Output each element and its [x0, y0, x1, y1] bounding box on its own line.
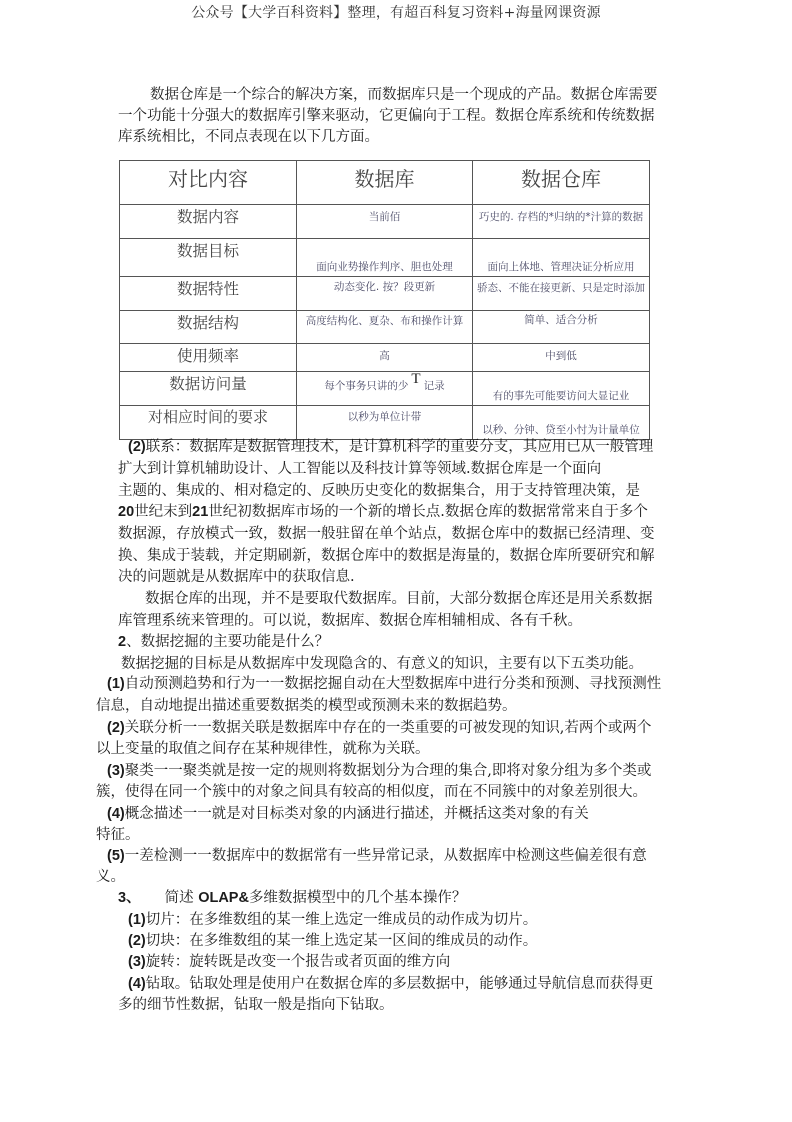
row-label: 数据结构 — [120, 311, 297, 344]
row-label: 数据特性 — [120, 277, 297, 311]
database-cell-text-pre: 每个事务只讲的少 — [324, 380, 409, 392]
item-number: (3) — [107, 763, 125, 779]
intro-line-3: 库系统相比，不同点表现在以下几方面。 — [118, 129, 379, 145]
item-text: 钻取。钻取处理是使用户在数据仓库的多层数据中，能够通过导航信息而获得更 — [145, 976, 654, 992]
olap-op-3 — [128, 952, 450, 973]
row-label: 数据目标 — [120, 239, 297, 277]
mining-function-2-line-2: 以上变量的取值之间存在某种规律性，就称为关联。 — [96, 741, 430, 757]
question-number: 2 — [118, 634, 127, 650]
database-cell — [297, 372, 473, 406]
item-text: 切片：在多维数组的某一维上选定一维成员的动作成为切片。 — [145, 912, 538, 928]
olap-op-4-line-1 — [128, 974, 653, 995]
header-cell-database: 数据库 — [297, 161, 473, 205]
mining-function-5-line-1 — [107, 846, 647, 867]
year-number: 20 — [118, 504, 135, 520]
item-number: (2) — [128, 439, 146, 455]
warehouse-cell: 骄态、不能在接更新、只是定时添加 — [473, 277, 650, 311]
item-number: (5) — [107, 848, 125, 864]
olap-op-4-line-2: 多的细节性数据，钻取一般是指向下钻取。 — [118, 997, 394, 1013]
olap-op-1 — [128, 910, 537, 931]
item-text: 自动预测趋势和行为一一数据挖掘自动在大型数据库中进行分类和预测、寻找预测性 — [124, 676, 662, 692]
link-line-2: 扩大到计算机辅助设计、人工智能以及科技计算等领域.数据仓库是一个面向 — [118, 461, 602, 477]
mining-function-4-line-2: 特征。 — [96, 827, 140, 843]
mining-function-4-line-1 — [107, 804, 589, 825]
table-row — [120, 277, 650, 311]
item-text: 一差检测一一数据库中的数据常有一些异常记录，从数据库中检测这些偏差很有意 — [124, 848, 647, 864]
question-text: 简述 — [164, 890, 194, 906]
para2-line-1: 数据仓库的出现，并不是要取代数据库。目前，大部分数据仓库还是用关系数据 — [145, 591, 653, 607]
item-text: 切块：在多维数组的某一维上选定某一区间的维成员的动作。 — [145, 933, 538, 949]
comparison-table — [119, 160, 650, 440]
table-row — [120, 372, 650, 406]
row-label: 数据内容 — [120, 205, 297, 239]
table-row — [120, 239, 650, 277]
warehouse-cell: 有的事先可能要访问大显记业 — [473, 372, 650, 406]
link-line-7: 决的问题就是从数据库中的获取信息. — [118, 569, 355, 585]
warehouse-cell: 面向上体地、管理决证分析应用 — [473, 239, 650, 277]
para2-line-2: 库管理系统来管理的。可以说，数据库、数据仓库相辅相成、各有千秋。 — [118, 613, 582, 629]
item-number: (1) — [107, 676, 125, 692]
database-cell: 高度结构化、夏杂、布和操作计算 — [297, 311, 473, 344]
table-row — [120, 311, 650, 344]
question-3-title — [118, 888, 466, 909]
warehouse-cell: 中到低 — [473, 344, 650, 372]
item-text: 旋转：旋转既是改变一个报告或者页面的维方向 — [145, 954, 451, 970]
mining-function-2-line-1 — [107, 718, 651, 739]
question-text: 、数据挖掘的主要功能是什么？ — [126, 634, 330, 650]
intro-line-2: 一个功能十分强大的数据库引擎来驱动，它更偏向于工程。数据仓库系统和传统数据 — [118, 108, 655, 124]
mining-function-3-line-2: 簇，使得在同一个簇中的对象之间具有较高的相似度，而在不同簇中的对象差别很大。 — [96, 784, 647, 800]
year-number: 21 — [192, 504, 209, 520]
item-text: 概念描述一一就是对目标类对象的内涵进行描述，并概括这类对象的有关 — [124, 806, 589, 822]
mining-function-1-line-1 — [107, 674, 661, 695]
database-cell: 当前佰 — [297, 205, 473, 239]
database-cell: 高 — [297, 344, 473, 372]
link-line-1 — [128, 437, 653, 458]
question-2-title — [118, 632, 329, 653]
item-number: (4) — [128, 976, 146, 992]
row-label: 使用频率 — [120, 344, 297, 372]
header-cell-warehouse: 数据仓库 — [473, 161, 650, 205]
database-cell-text-post: 记录 — [423, 380, 445, 392]
question-2-intro: 数据挖掘的目标是从数据库中发现隐含的、有意义的知识，主要有以下五类功能。 — [121, 656, 643, 672]
item-number: (3) — [128, 954, 146, 970]
item-text: 关联分析一一数据关联是数据库中存在的一类重要的可被发现的知识,若两个或两个 — [124, 720, 652, 736]
page-header-watermark: 公众号【大学百科资料】整理，有超百科复习资料+海量网课资源 — [191, 5, 601, 21]
item-number: (4) — [107, 806, 125, 822]
table-row — [120, 406, 650, 440]
question-number: 3、 — [118, 890, 141, 906]
link-text: 世纪初数据库市场的一个新的增长点.数据仓库的数据常常来自于多个 — [208, 504, 648, 520]
item-number: (1) — [128, 912, 146, 928]
link-line-4 — [118, 502, 648, 523]
mining-function-1-line-2: 信息，自动地提出描述重要数据类的模型或预测未来的数据趋势。 — [96, 698, 517, 714]
intro-line-1: 数据仓库是一个综合的解决方案，而数据库只是一个现成的产品。数据仓库需要 — [150, 87, 658, 103]
header-cell-compare: 对比内容 — [120, 161, 297, 205]
olap-op-2 — [128, 931, 537, 952]
link-text: 世纪末到 — [134, 504, 193, 520]
item-text: 聚类一一聚类就是按一定的规则将数据划分为合理的集合,即将对象分组为多个类或 — [124, 763, 652, 779]
row-label: 对相应时间的要求 — [120, 406, 297, 440]
warehouse-cell: 巧史的. 存档的*归纳的*汁算的数据 — [473, 205, 650, 239]
link-text: 联系：数据库是数据管理技术，是计算机科学的重要分支，其应用已从一般管理 — [145, 439, 654, 455]
question-text: 多维数据模型中的几个基本操作？ — [248, 890, 467, 906]
warehouse-cell: 简单、适合分析 — [473, 311, 650, 344]
link-line-5: 数据源，存放模式一致，数据一般驻留在单个站点，数据仓库中的数据已经清理、变 — [118, 526, 655, 542]
mining-function-3-line-1 — [107, 761, 651, 782]
link-line-6: 换、集成于装载，并定期刷新，数据仓库中的数据是海量的，数据仓库所要研究和解 — [118, 548, 655, 564]
text-cursor-mark: T — [411, 371, 421, 387]
database-cell: 动态变化. 按？段更新 — [297, 277, 473, 311]
table-row — [120, 344, 650, 372]
link-line-3: 主题的、集成的、相对稳定的、反映历史变化的数据集合，用于支持管理决策，是 — [118, 483, 640, 499]
row-label: 数据访问量 — [120, 372, 297, 406]
item-number: (2) — [107, 720, 125, 736]
database-cell: 面向业势操作判序、胆也处理 — [297, 239, 473, 277]
item-number: (2) — [128, 933, 146, 949]
table-row — [120, 205, 650, 239]
question-text-bold: OLAP& — [198, 890, 249, 906]
database-cell: 以秒为单位计带 — [297, 406, 473, 440]
table-header-row — [120, 161, 650, 205]
mining-function-5-line-2: 义。 — [96, 869, 125, 885]
warehouse-cell: 以秒、分钟、贷至小忖为计量单位 — [473, 406, 650, 440]
